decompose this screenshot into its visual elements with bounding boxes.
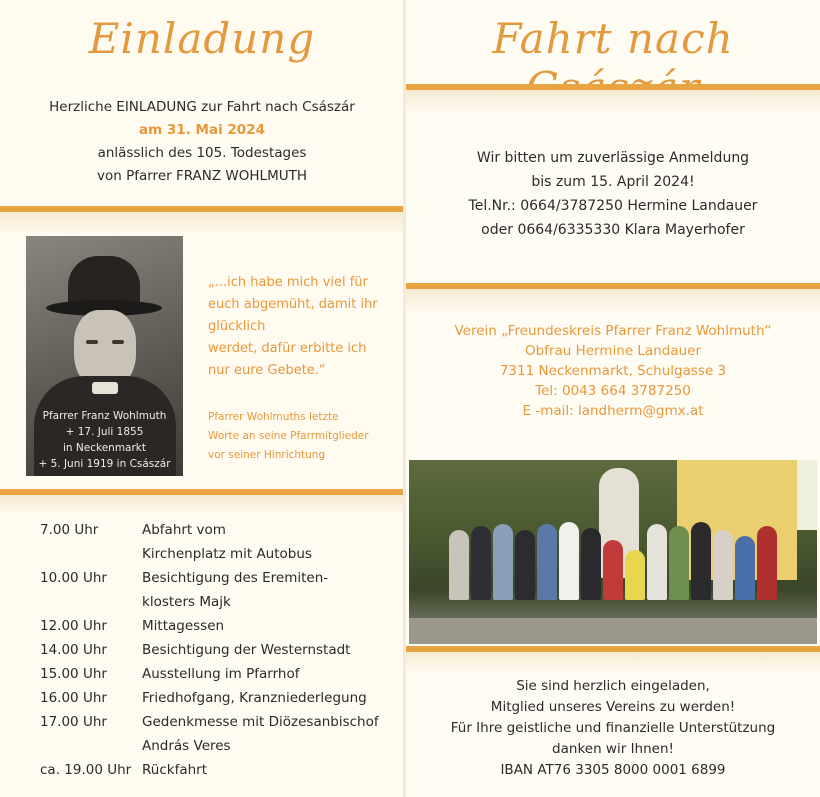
person bbox=[449, 530, 469, 600]
photo-crowd bbox=[449, 520, 787, 610]
person bbox=[471, 526, 491, 600]
collar bbox=[92, 382, 118, 394]
intro-line-4: von Pfarrer FRANZ WOHLMUTH bbox=[96, 168, 308, 184]
registration-line: bis zum 15. April 2024! bbox=[531, 174, 695, 190]
schedule-row bbox=[40, 662, 400, 686]
group-photo bbox=[409, 460, 817, 644]
schedule-row bbox=[40, 710, 400, 734]
schedule-row bbox=[40, 734, 400, 758]
club-email: E -mail: landherm@gmx.at bbox=[522, 403, 704, 419]
schedule-row bbox=[40, 758, 400, 782]
schedule-activity: klosters Majk bbox=[142, 594, 231, 610]
schedule-row bbox=[40, 542, 400, 566]
schedule-time: 12.00 Uhr bbox=[40, 618, 107, 634]
schedule-activity: Mittagessen bbox=[142, 618, 225, 634]
schedule-activity: Besichtigung der Westernstadt bbox=[142, 642, 351, 658]
eye bbox=[86, 340, 98, 344]
schedule-time: 17.00 Uhr bbox=[40, 714, 107, 730]
person bbox=[647, 524, 667, 600]
quote-line: werdet, dafür erbitte ich bbox=[208, 341, 367, 356]
quote-line: nur eure Gebete.“ bbox=[208, 363, 326, 378]
left-panel bbox=[0, 0, 404, 797]
schedule-activity: Rückfahrt bbox=[142, 762, 207, 778]
schedule-row bbox=[40, 518, 400, 542]
person bbox=[735, 536, 755, 600]
schedule-row bbox=[40, 686, 400, 710]
intro-date: am 31. Mai 2024 bbox=[139, 122, 265, 138]
quote bbox=[208, 272, 398, 382]
schedule-time: 10.00 Uhr bbox=[40, 570, 107, 586]
schedule-activity: Besichtigung des Eremiten- bbox=[142, 570, 329, 586]
person bbox=[713, 530, 733, 600]
schedule-time: 16.00 Uhr bbox=[40, 690, 107, 706]
schedule-time: 15.00 Uhr bbox=[40, 666, 107, 682]
quote-note-line: vor seiner Hinrichtung bbox=[208, 449, 326, 461]
quote-line: glücklich bbox=[208, 319, 266, 334]
portrait-caption bbox=[26, 408, 183, 472]
quote-line: „...ich habe mich viel für bbox=[208, 275, 368, 290]
portrait-photo bbox=[26, 236, 183, 476]
caption-died: + 5. Juni 1919 in Császár bbox=[38, 458, 171, 470]
registration-line: Wir bitten um zuverlässige Anmeldung bbox=[476, 150, 750, 166]
photo-ground bbox=[409, 618, 817, 644]
person bbox=[537, 524, 557, 600]
closing-line: danken wir Ihnen! bbox=[552, 741, 674, 757]
schedule bbox=[40, 518, 400, 782]
registration-line: Tel.Nr.: 0664/3787250 Hermine Landauer bbox=[468, 198, 758, 214]
schedule-time bbox=[40, 542, 142, 566]
caption-born-place: in Neckenmarkt bbox=[63, 442, 146, 454]
person bbox=[515, 530, 535, 600]
schedule-time: 7.00 Uhr bbox=[40, 522, 99, 538]
person bbox=[757, 526, 777, 600]
registration-text bbox=[406, 146, 820, 242]
club-address: 7311 Neckenmarkt, Schulgasse 3 bbox=[499, 363, 727, 379]
person bbox=[581, 528, 601, 600]
schedule-time: ca. 19.00 Uhr bbox=[40, 762, 132, 778]
intro-text bbox=[0, 96, 404, 188]
caption-name: Pfarrer Franz Wohlmuth bbox=[42, 410, 167, 422]
person bbox=[603, 540, 623, 600]
schedule-row bbox=[40, 614, 400, 638]
closing-line: Sie sind herzlich eingeladen, bbox=[516, 678, 710, 694]
caption-born: + 17. Juli 1855 bbox=[65, 426, 144, 438]
schedule-row bbox=[40, 566, 400, 590]
person bbox=[669, 526, 689, 600]
club-phone: Tel: 0043 664 3787250 bbox=[535, 383, 691, 399]
person bbox=[625, 550, 645, 600]
quote-line: euch abgemüht, damit ihr bbox=[208, 297, 378, 312]
closing-text bbox=[406, 676, 820, 781]
registration-line: oder 0664/6335330 Klara Mayerhofer bbox=[481, 222, 745, 238]
divider-shade bbox=[406, 652, 820, 672]
schedule-row bbox=[40, 638, 400, 662]
eye bbox=[112, 340, 124, 344]
closing-line: Mitglied unseres Vereins zu werden! bbox=[490, 699, 736, 715]
schedule-row bbox=[40, 590, 400, 614]
schedule-activity: Kirchenplatz mit Autobus bbox=[142, 546, 312, 562]
divider-shade bbox=[0, 212, 404, 236]
schedule-activity: Gedenkmesse mit Diözesanbischof bbox=[142, 714, 379, 730]
left-title: Einladung bbox=[88, 14, 316, 63]
schedule-activity: Friedhofgang, Kranzniederlegung bbox=[142, 690, 367, 706]
intro-line-1: Herzliche EINLADUNG zur Fahrt nach Császár bbox=[49, 99, 355, 115]
schedule-activity: Abfahrt vom bbox=[142, 522, 226, 538]
club-chair: Obfrau Hermine Landauer bbox=[524, 343, 702, 359]
iban: IBAN AT76 3305 8000 0001 6899 bbox=[500, 762, 726, 778]
closing-line: Für Ihre geistliche und finanzielle Unterstützung bbox=[450, 720, 776, 736]
divider-shade bbox=[406, 90, 820, 114]
quote-note bbox=[208, 408, 398, 465]
club-name: Verein „Freundeskreis Pfarrer Franz Wohlmuth“ bbox=[454, 323, 772, 339]
schedule-time bbox=[40, 734, 142, 758]
person bbox=[691, 522, 711, 600]
quote-note-line: Pfarrer Wohlmuths letzte bbox=[208, 411, 339, 423]
schedule-time: 14.00 Uhr bbox=[40, 642, 107, 658]
right-title: Fahrt nach bbox=[492, 14, 734, 63]
person bbox=[559, 522, 579, 600]
divider-shade bbox=[0, 495, 404, 515]
schedule-time bbox=[40, 590, 142, 614]
schedule-activity: Ausstellung im Pfarrhof bbox=[142, 666, 300, 682]
divider-shade bbox=[406, 289, 820, 313]
intro-line-3: anlässlich des 105. Todestages bbox=[97, 145, 307, 161]
club-info bbox=[406, 321, 820, 421]
person bbox=[493, 524, 513, 600]
schedule-activity: András Veres bbox=[142, 738, 231, 754]
quote-note-line: Worte an seine Pfarrmitglieder bbox=[208, 430, 369, 442]
